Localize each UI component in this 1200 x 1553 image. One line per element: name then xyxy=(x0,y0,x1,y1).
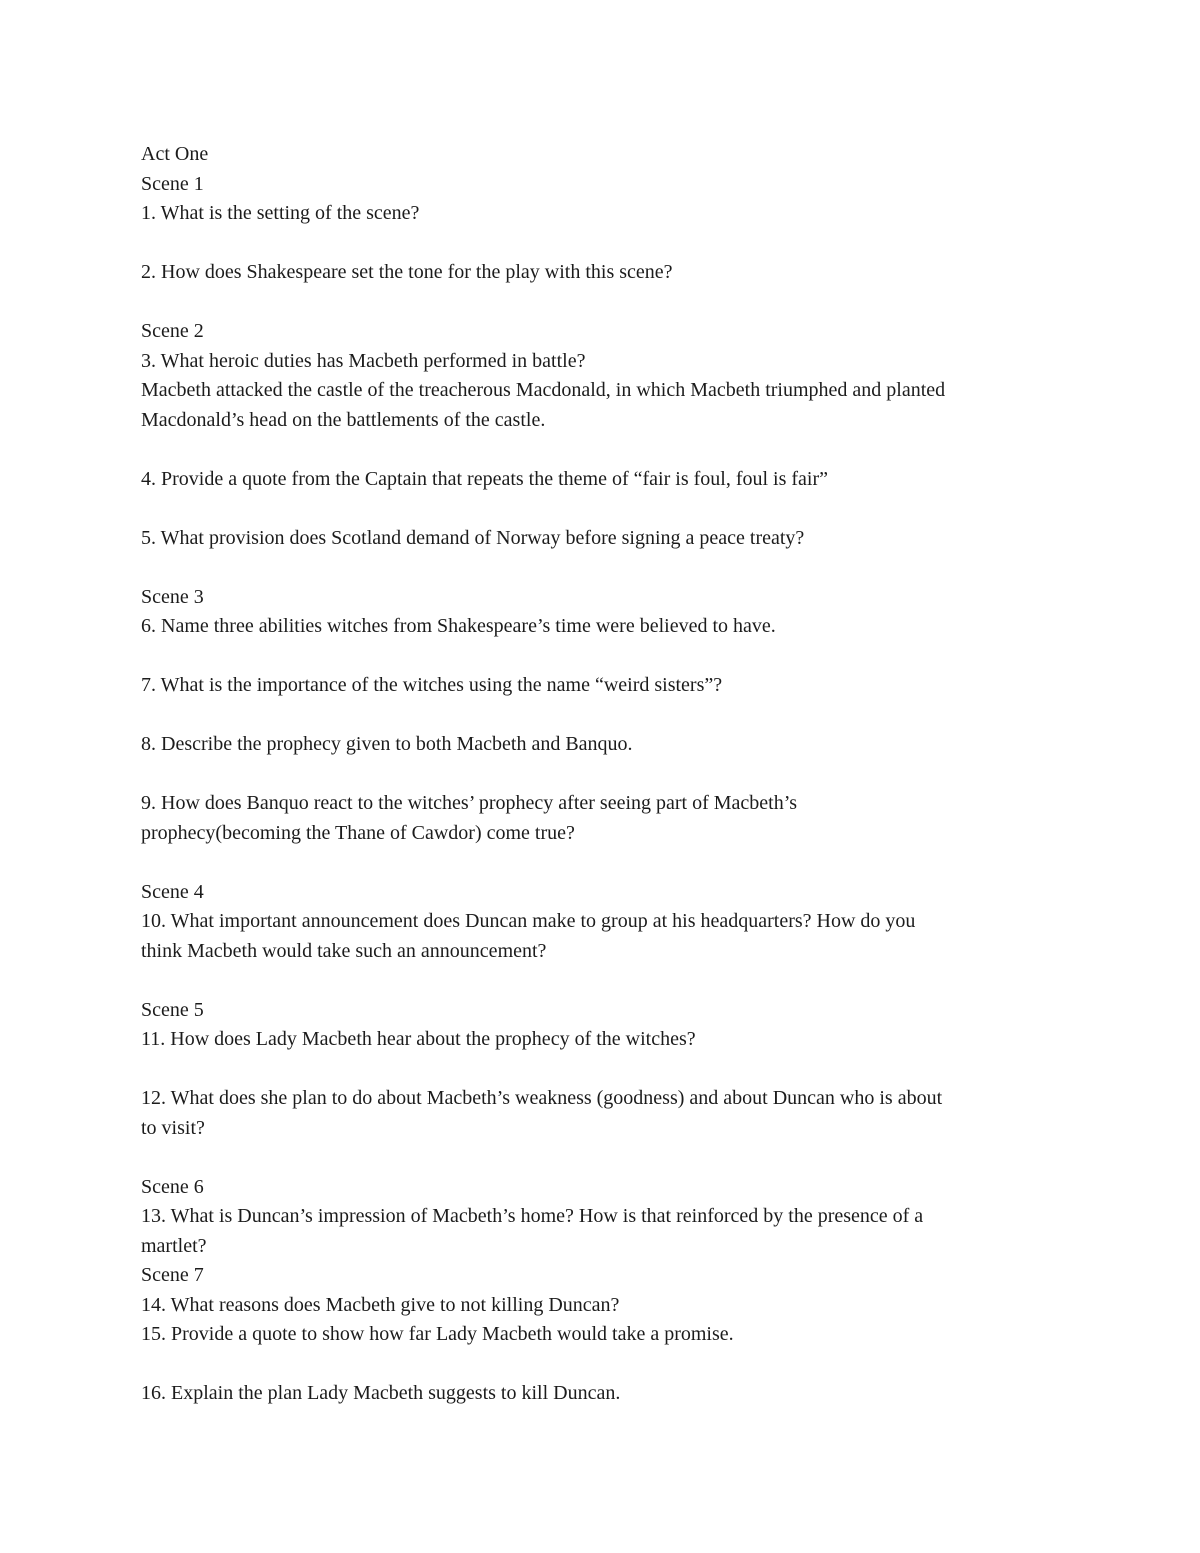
spacer xyxy=(141,1143,1071,1173)
question-7: 7. What is the importance of the witches using the name “weird sisters”? xyxy=(141,674,723,696)
spacer xyxy=(141,288,1071,318)
question-10-line-1: 10. What important announcement does Duncan make to group at his headquarters? How do you xyxy=(141,910,916,932)
spacer xyxy=(141,1055,1071,1085)
question-13-line-1: 13. What is Duncan’s impression of Macbeth’s home? How is that reinforced by the presence of a xyxy=(141,1205,924,1227)
scene-heading: Scene 3 xyxy=(141,585,204,608)
spacer xyxy=(141,435,1071,465)
question-11: 11. How does Lady Macbeth hear about the prophecy of the witches? xyxy=(141,1028,696,1050)
scene-heading: Scene 6 xyxy=(141,1175,204,1198)
question-3: 3. What heroic duties has Macbeth performed in battle? xyxy=(141,349,586,372)
scene-heading: Scene 5 xyxy=(141,998,204,1021)
spacer xyxy=(141,553,1071,583)
spacer xyxy=(141,1350,1071,1380)
spacer xyxy=(141,701,1071,731)
scene-heading: Scene 2 xyxy=(141,320,204,342)
question-5: 5. What provision does Scotland demand of Norway before signing a peace treaty? xyxy=(141,526,805,549)
answer-3-line-1: Macbeth attacked the castle of the treacherous Macdonald, in which Macbeth triumphed and planted xyxy=(141,379,946,401)
question-10-line-2: think Macbeth would take such an announcement? xyxy=(141,939,547,962)
spacer xyxy=(141,760,1071,790)
question-15: 15. Provide a quote to show how far Lady Macbeth would take a promise. xyxy=(141,1323,734,1345)
question-4: 4. Provide a quote from the Captain that repeats the theme of “fair is foul, foul is fair” xyxy=(141,467,829,490)
question-14: 14. What reasons does Macbeth give to not killing Duncan? xyxy=(141,1293,620,1316)
act-title: Act One xyxy=(141,143,209,165)
answer-3-line-2: Macdonald’s head on the battlements of the castle. xyxy=(141,408,546,431)
question-9-line-1: 9. How does Banquo react to the witches’ prophecy after seeing part of Macbeth’s xyxy=(141,792,798,814)
scene-heading: Scene 1 xyxy=(141,172,204,195)
question-16: 16. Explain the plan Lady Macbeth suggests to kill Duncan. xyxy=(141,1382,621,1404)
scene-heading: Scene 4 xyxy=(141,880,204,903)
scene-heading: Scene 7 xyxy=(141,1264,204,1286)
question-9-line-2: prophecy(becoming the Thane of Cawdor) come true? xyxy=(141,821,575,844)
spacer xyxy=(141,966,1071,996)
spacer xyxy=(141,848,1071,878)
question-8: 8. Describe the prophecy given to both Macbeth and Banquo. xyxy=(141,733,633,755)
question-12-line-2: to visit? xyxy=(141,1116,205,1139)
question-2: 2. How does Shakespeare set the tone for the play with this scene? xyxy=(141,261,673,283)
question-6: 6. Name three abilities witches from Shakespeare’s time were believed to have. xyxy=(141,615,776,637)
question-13-line-2: martlet? xyxy=(141,1234,207,1257)
spacer xyxy=(141,229,1071,259)
spacer xyxy=(141,494,1071,524)
question-12-line-1: 12. What does she plan to do about Macbeth’s weakness (goodness) and about Duncan who is about xyxy=(141,1087,943,1109)
spacer xyxy=(141,642,1071,672)
question-1: 1. What is the setting of the scene? xyxy=(141,202,420,224)
document-page xyxy=(141,140,1071,1409)
